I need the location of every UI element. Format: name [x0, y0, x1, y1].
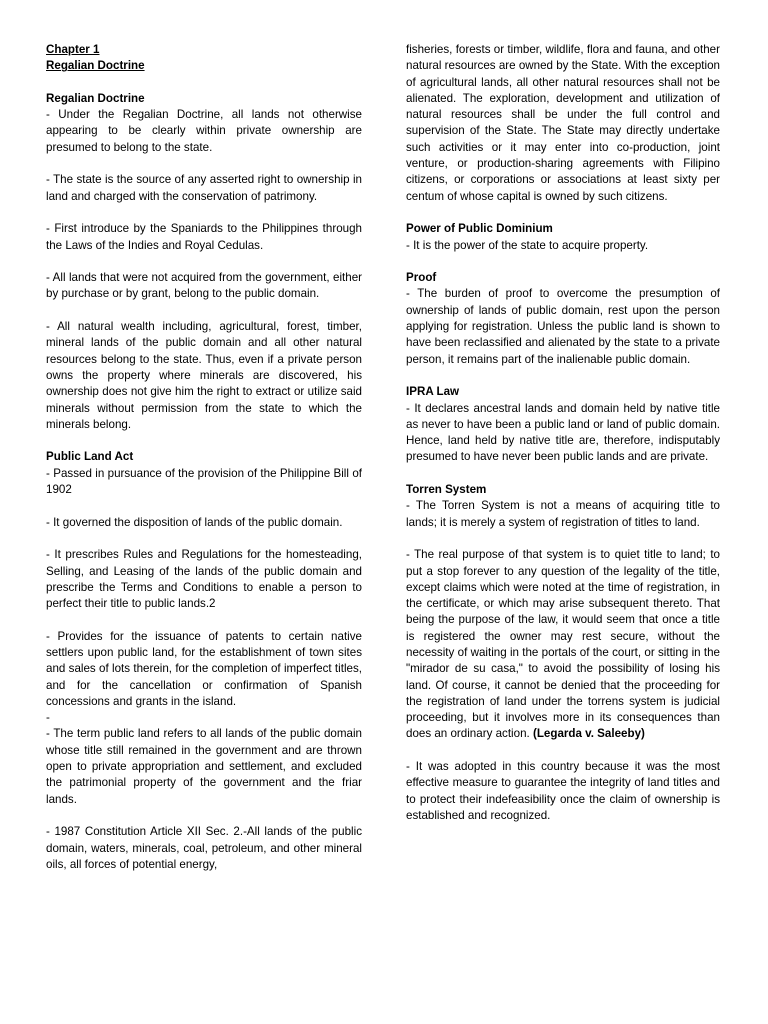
paragraph: - It declares ancestral lands and domain held by native title as never to have been a public land or land of public domain. Hence, land held by native title are, therefore, indisputably presumed to have never been public lands and are private. [406, 401, 720, 464]
section-heading-torren-system: Torren System [406, 483, 487, 497]
paragraph: - 1987 Constitution Article XII Sec. 2.-All lands of the public domain, waters, minerals, coal, petroleum, and other mineral oils, all forces of potential energy, [46, 825, 362, 871]
section-heading-regalian: Regalian Doctrine [46, 91, 145, 105]
section-heading-ipra-law: IPRA Law [406, 385, 460, 399]
paragraph [406, 547, 720, 743]
paragraph-text: - The real purpose of that system is to quiet title to land; to put a stop forever to any question of the legality of the title, except claims which were noted at the time of registration, in the certificate, or which may arise subsequent thereto. That being the purpose of the law, it would seem that once a title is registered the owner may rest secure, without the necessity of waiting in the portals of the court, or sitting in the "mirador de su casa," to avoid the possibility of losing his land. Of course, it cannot be denied that the proceeding for the registration of land under the torrens system is judicial proceeding, but it involves more in its consequences than does an ordinary action. [406, 548, 720, 741]
section-heading-public-land-act: Public Land Act [46, 450, 134, 464]
left-column [46, 42, 362, 873]
paragraph: - All lands that were not acquired from the government, either by purchase or by grant, belong to the public domain. [46, 271, 362, 301]
paragraph: - It was adopted in this country because it was the most effective measure to guarantee the integrity of land titles and to protect their indefeasibility once the claim of ownership is established and recognized. [406, 760, 720, 822]
chapter-label: Chapter 1 [46, 43, 100, 56]
paragraph: - Passed in pursuance of the provision of the Philippine Bill of 1902 [46, 466, 362, 497]
paragraph: - The burden of proof to overcome the presumption of ownership of lands of public domain, rest upon the person applying for registration. Unless the public land is shown to have been reclassified and alienated by the state to a private person, it remains part of the inalienable public domain. [406, 287, 720, 366]
paragraph-continued: fisheries, forests or timber, wildlife, flora and fauna, and other natural resources are owned by the State. With the exception of agricultural lands, all other natural resources shall not be alienated. The exploration, development and utilization of natural resources shall be under the full control and supervision of the State. The State may directly undertake such activities or it may enter into co-production, joint venture, or production-sharing agreements with Filipino citizens, or corporations or associations at least sixty per centum of whose capital is owned by such citizens. [406, 43, 720, 203]
dash-line: - [46, 711, 50, 725]
right-column [406, 42, 720, 824]
paragraph: - It prescribes Rules and Regulations for the homesteading, Selling, and Leasing of the lands of the public domain and prescribe the Terms and Conditions to enable a person to perfect their title to public lands.2 [46, 548, 362, 611]
section-heading-public-dominium: Power of Public Dominium [406, 222, 553, 236]
paragraph: - Under the Regalian Doctrine, all lands not otherwise appearing to be clearly within private ownership are presumed to belong to the state. [46, 108, 362, 154]
paragraph: - First introduce by the Spaniards to the Philippines through the Laws of the Indies and Royal Cedulas. [46, 222, 362, 252]
section-heading-proof: Proof [406, 271, 437, 285]
paragraph: - Provides for the issuance of patents to certain native settlers upon public land, for the establishment of town sites and sales of lots therein, for the completion of imperfect titles, and for the cancellation or confirmation of Spanish concessions and grants in the island. [46, 629, 362, 708]
paragraph: - All natural wealth including, agricultural, forest, timber, mineral lands of the public domain and all other natural resources belong to the state. Thus, even if a private person owns the property where minerals are discovered, his ownership does not give him the right to extract or utilize said minerals without permission from the state to which the minerals belong. [46, 320, 362, 431]
paragraph: - It governed the disposition of lands of the public domain. [46, 515, 343, 529]
paragraph: - It is the power of the state to acquire property. [406, 238, 649, 252]
case-citation: (Legarda v. Saleeby) [529, 727, 645, 741]
paragraph: - The Torren System is not a means of acquiring title to lands; it is merely a system of registration of titles to land. [406, 499, 720, 529]
paragraph: - The state is the source of any asserted right to ownership in land and charged with the conservation of patrimony. [46, 173, 362, 203]
chapter-title: Regalian Doctrine [46, 59, 145, 73]
paragraph: - The term public land refers to all lands of the public domain whose title still remained in the government and are thrown open to private appropriation and settlement, and excluded the patrimonial property of the government and the friar lands. [46, 727, 362, 806]
